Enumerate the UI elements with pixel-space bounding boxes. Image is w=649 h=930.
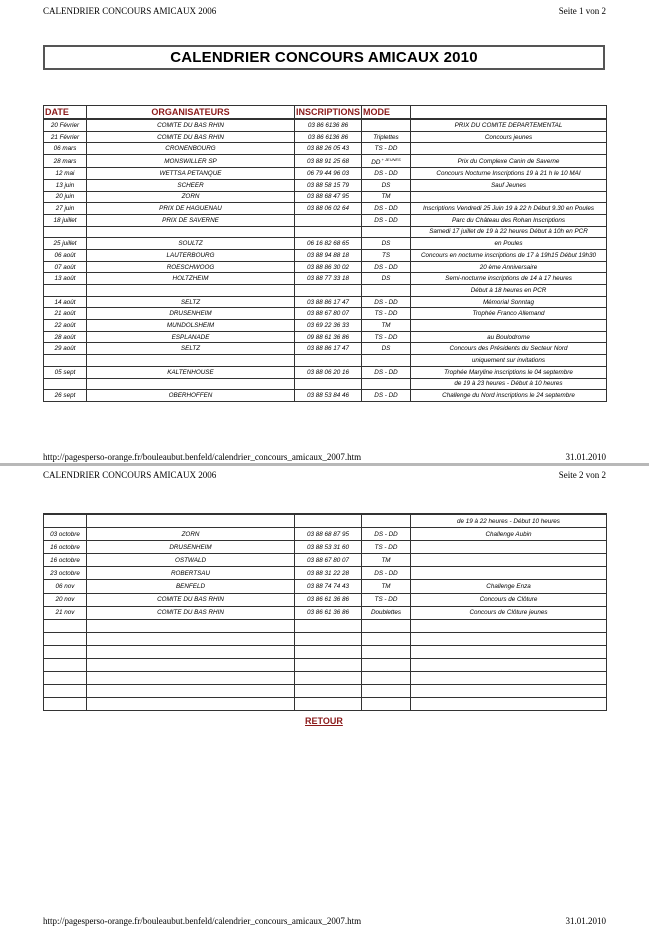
inscriptions-cell [295,619,362,632]
page-footer-date: 31.01.2010 [565,916,606,926]
schedule-table-page-2 [43,513,607,711]
date-cell: 20 nov [44,593,87,606]
date-cell: 06 août [44,249,87,261]
organisateur-cell: COMITE DU BAS RHIN [87,593,295,606]
inscriptions-cell: 03 69 22 36 33 [295,320,362,332]
inscriptions-cell: 03 88 53 31 60 [295,541,362,554]
table-row [44,168,607,180]
inscriptions-cell: 09 88 61 36 86 [295,331,362,343]
organisateur-cell [87,698,295,711]
notes-cell: Début à 18 heures en PCR [411,285,607,297]
date-cell: 23 octobre [44,567,87,580]
mode-cell [362,378,411,390]
mode-cell [362,685,411,698]
notes-cell: Concours de Clôture [411,593,607,606]
table-row [44,119,607,131]
column-header-organisateurs: ORGANISATEURS [87,106,295,120]
date-cell: 28 mars [44,155,87,168]
inscriptions-cell: 03 88 68 87 95 [295,528,362,541]
date-cell [44,698,87,711]
mode-cell: DS - DD [362,366,411,378]
mode-cell: TS - DD [362,541,411,554]
organisateur-cell: KALTENHOUSE [87,366,295,378]
organisateur-cell: LAUTERBOURG [87,249,295,261]
notes-cell [411,659,607,672]
notes-cell: en Poules [411,238,607,250]
mode-cell [362,514,411,528]
inscriptions-cell [295,685,362,698]
mode-cell [362,698,411,711]
organisateur-cell [87,619,295,632]
organisateur-cell: MUNDOLSHEIM [87,320,295,332]
inscriptions-cell [295,355,362,367]
table-row [44,514,607,528]
organisateur-cell [87,226,295,238]
inscriptions-cell [295,514,362,528]
print-page-2 [0,463,649,930]
date-cell [44,285,87,297]
mode-cell: DS - DD [362,214,411,226]
mode-cell [362,285,411,297]
page-header-right: Seite 1 von 2 [558,6,606,16]
date-cell: 16 octobre [44,541,87,554]
inscriptions-cell [295,659,362,672]
inscriptions-cell [295,632,362,645]
inscriptions-cell: 03 88 31 22 28 [295,567,362,580]
mode-cell: DS [362,238,411,250]
page-footer-url: http://pagesperso-orange.fr/bouleaubut.benfeld/calendrier_concours_amicaux_2007.htm [43,452,362,462]
mode-cell: TM [362,191,411,203]
table-row [44,155,607,168]
mode-cell: Triplettes [362,131,411,143]
notes-cell [411,320,607,332]
notes-cell [411,632,607,645]
inscriptions-cell: 03 88 58 15 79 [295,179,362,191]
notes-cell [411,672,607,685]
date-cell [44,378,87,390]
table-row [44,685,607,698]
mode-cell: DS [362,343,411,355]
notes-cell: Challenge Aubin [411,528,607,541]
mode-cell: TM [362,554,411,567]
organisateur-cell [87,514,295,528]
mode-cell: DS - DD [362,168,411,180]
organisateur-cell: OBERHOFFEN [87,390,295,402]
organisateur-cell [87,632,295,645]
organisateur-cell: SOULTZ [87,238,295,250]
inscriptions-cell: 03 86 6136 86 [295,119,362,131]
table-row [44,541,607,554]
column-header-mode: MODE [362,106,411,120]
mode-cell: DD $^{+ JEUNES}$ [362,155,411,168]
inscriptions-cell [295,698,362,711]
notes-cell: Samedi 17 juillet de 19 à 22 heures Début à 10h en PCR [411,226,607,238]
notes-cell: Trophée Franco Allemand [411,308,607,320]
organisateur-cell [87,672,295,685]
inscriptions-cell [295,645,362,658]
date-cell: 14 août [44,296,87,308]
organisateur-cell: WETTSA PETANQUE [87,168,295,180]
notes-cell [411,685,607,698]
notes-cell: Semi-nocturne inscriptions de 14 à 17 heures [411,273,607,285]
inscriptions-cell: 03 88 94 88 18 [295,249,362,261]
organisateur-cell: OSTWALD [87,554,295,567]
mode-cell: DS - DD [362,261,411,273]
page-footer-url: http://pagesperso-orange.fr/bouleaubut.benfeld/calendrier_concours_amicaux_2007.htm [43,916,362,926]
inscriptions-cell: 03 88 68 47 95 [295,191,362,203]
notes-cell [411,698,607,711]
organisateur-cell [87,285,295,297]
table-row [44,308,607,320]
date-cell: 03 octobre [44,528,87,541]
date-cell: 25 juillet [44,238,87,250]
notes-cell [411,191,607,203]
table-row [44,343,607,355]
mode-cell: TS - DD [362,331,411,343]
date-cell: 21 août [44,308,87,320]
date-cell: 05 sept [44,366,87,378]
table-row [44,226,607,238]
date-cell [44,619,87,632]
inscriptions-cell [295,226,362,238]
date-cell: 07 août [44,261,87,273]
notes-cell: Concours Nocturne Inscriptions 19 à 21 h le 10 MAI [411,168,607,180]
page-footer-date: 31.01.2010 [565,452,606,462]
date-cell: 26 sept [44,390,87,402]
table-row [44,567,607,580]
inscriptions-cell: 03 88 86 30 02 [295,261,362,273]
mode-cell: DS [362,179,411,191]
date-cell [44,659,87,672]
notes-cell: uniquement sur invitations [411,355,607,367]
organisateur-cell: SCHEER [87,179,295,191]
table-row [44,131,607,143]
organisateur-cell: PRIX DE HAGUENAU [87,203,295,215]
mode-cell: DS [362,273,411,285]
table-row [44,554,607,567]
table-row [44,580,607,593]
inscriptions-cell: 03 86 6136 86 [295,131,362,143]
mode-cell: TM [362,580,411,593]
inscriptions-cell: 03 88 74 74 43 [295,580,362,593]
mode-cell: DS - DD [362,296,411,308]
mode-cell: DS - DD [362,567,411,580]
date-cell [44,645,87,658]
date-cell [44,514,87,528]
mode-cell [362,119,411,131]
organisateur-cell: HOLTZHEIM [87,273,295,285]
inscriptions-cell: 03 88 86 17 47 [295,296,362,308]
notes-cell: Challenge du Nord inscriptions le 24 septembre [411,390,607,402]
date-cell: 21 Février [44,131,87,143]
table-row [44,366,607,378]
notes-cell [411,619,607,632]
organisateur-cell [87,659,295,672]
notes-cell: Prix du Complexe Canin de Saverne [411,155,607,168]
date-cell [44,355,87,367]
page-header-left: CALENDRIER CONCOURS AMICAUX 2006 [43,6,217,16]
organisateur-cell: ESPLANADE [87,331,295,343]
organisateur-cell: COMITE DU BAS RHIN [87,606,295,619]
date-cell: 06 nov [44,580,87,593]
table-row [44,214,607,226]
notes-cell [411,143,607,155]
table-row [44,238,607,250]
schedule-table-page-1 [43,105,607,402]
organisateur-cell [87,685,295,698]
mode-cell: TS [362,249,411,261]
date-cell [44,632,87,645]
mode-cell [362,619,411,632]
inscriptions-cell: 03 86 61 36 86 [295,606,362,619]
table-row [44,331,607,343]
notes-cell: Trophée Maryline inscriptions le 04 septembre [411,366,607,378]
notes-cell: Concours jeunes [411,131,607,143]
mode-cell: Doublettes [362,606,411,619]
inscriptions-cell: 03 88 91 25 68 [295,155,362,168]
mode-cell [362,226,411,238]
retour-link[interactable]: RETOUR [305,716,343,726]
table-row [44,191,607,203]
notes-cell [411,567,607,580]
inscriptions-cell: 03 88 06 20 16 [295,366,362,378]
inscriptions-cell: 06 79 44 96 03 [295,168,362,180]
date-cell: 22 août [44,320,87,332]
mode-cell [362,355,411,367]
mode-cell: TS - DD [362,593,411,606]
date-cell: 28 août [44,331,87,343]
organisateur-cell: COMITE DU BAS RHIN [87,119,295,131]
organisateur-cell: SELTZ [87,343,295,355]
table-row [44,143,607,155]
mode-cell: TS - DD [362,143,411,155]
mode-cell: TM [362,320,411,332]
mode-superscript: + JEUNES [380,157,401,163]
inscriptions-cell: 03 88 26 05 43 [295,143,362,155]
notes-cell: PRIX DU COMITE DEPARTEMENTAL [411,119,607,131]
table-row [44,645,607,658]
organisateur-cell: DRUSENHEIM [87,541,295,554]
date-cell [44,226,87,238]
table-row [44,606,607,619]
table-row [44,203,607,215]
table-row [44,285,607,297]
date-cell: 20 juin [44,191,87,203]
date-cell: 06 mars [44,143,87,155]
organisateur-cell: ZORN [87,191,295,203]
notes-cell: Inscriptions Vendredi 25 Juin 19 à 22 h Début 9.30 en Poules [411,203,607,215]
inscriptions-cell: 03 88 86 17 47 [295,343,362,355]
inscriptions-cell [295,378,362,390]
table-row [44,619,607,632]
notes-cell: Sauf Jeunes [411,179,607,191]
notes-cell: 20 ème Anniversaire [411,261,607,273]
page-title: CALENDRIER CONCOURS AMICAUX 2010 [43,45,605,70]
notes-cell: Parc du Château des Rohan Inscriptions [411,214,607,226]
mode-cell [362,659,411,672]
inscriptions-cell: 03 88 53 84 46 [295,390,362,402]
table-row [44,261,607,273]
organisateur-cell: ROBERTSAU [87,567,295,580]
column-header-notes [411,106,607,120]
organisateur-cell: PRIX DE SAVERNE [87,214,295,226]
notes-cell [411,554,607,567]
table-row [44,249,607,261]
inscriptions-cell: 03 88 67 80 07 [295,308,362,320]
table-row [44,296,607,308]
notes-cell: de 19 à 22 heures - Début 10 heures [411,514,607,528]
table-row [44,320,607,332]
date-cell [44,685,87,698]
table-row [44,528,607,541]
organisateur-cell: ZORN [87,528,295,541]
notes-cell [411,645,607,658]
mode-cell: DS - DD [362,528,411,541]
date-cell: 29 août [44,343,87,355]
organisateur-cell: BENFELD [87,580,295,593]
table-row [44,593,607,606]
notes-cell: Concours en nocturne inscriptions de 17 à 19h15 Début 19h30 [411,249,607,261]
date-cell: 20 Février [44,119,87,131]
inscriptions-cell: 03 88 67 80 07 [295,554,362,567]
date-cell: 16 octobre [44,554,87,567]
table-row [44,659,607,672]
date-cell: 13 août [44,273,87,285]
table-row [44,632,607,645]
table-row [44,390,607,402]
mode-cell [362,645,411,658]
organisateur-cell [87,645,295,658]
inscriptions-cell [295,214,362,226]
inscriptions-cell: 06 16 82 68 65 [295,238,362,250]
notes-cell: au Boulodrome [411,331,607,343]
inscriptions-cell: 03 86 61 36 86 [295,593,362,606]
notes-cell [411,541,607,554]
organisateur-cell: DRUSENHEIM [87,308,295,320]
organisateur-cell [87,378,295,390]
date-cell: 12 mai [44,168,87,180]
column-header-date: DATE [44,106,87,120]
table-row [44,273,607,285]
mode-cell: DS - DD [362,203,411,215]
date-cell: 27 juin [44,203,87,215]
table-row [44,698,607,711]
inscriptions-cell [295,672,362,685]
organisateur-cell: ROESCHWOOG [87,261,295,273]
notes-cell: Challenge Enza [411,580,607,593]
organisateur-cell [87,355,295,367]
date-cell: 13 juin [44,179,87,191]
inscriptions-cell: 03 88 77 33 18 [295,273,362,285]
organisateur-cell: COMITE DU BAS RHIN [87,131,295,143]
organisateur-cell: SELTZ [87,296,295,308]
table-row [44,672,607,685]
mode-cell: TS - DD [362,308,411,320]
date-cell: 18 juillet [44,214,87,226]
column-header-inscriptions: INSCRIPTIONS [295,106,362,120]
organisateur-cell: CRONENBOURG [87,143,295,155]
notes-cell: Mémorial Sonntag [411,296,607,308]
inscriptions-cell [295,285,362,297]
date-cell: 21 nov [44,606,87,619]
table-header-row [44,106,607,120]
page-header-right: Seite 2 von 2 [558,470,606,480]
notes-cell: Concours de Clôture jeunes [411,606,607,619]
print-page-1 [0,0,649,463]
table-row [44,355,607,367]
inscriptions-cell: 03 88 06 02 64 [295,203,362,215]
mode-cell [362,632,411,645]
mode-cell [362,672,411,685]
notes-cell: Concours des Présidents du Secteur Nord [411,343,607,355]
organisateur-cell: MONSWILLER SP [87,155,295,168]
mode-cell: DS - DD [362,390,411,402]
page-header-left: CALENDRIER CONCOURS AMICAUX 2006 [43,470,217,480]
date-cell [44,672,87,685]
table-row [44,378,607,390]
notes-cell: de 19 à 23 heures - Début à 10 heures [411,378,607,390]
table-row [44,179,607,191]
